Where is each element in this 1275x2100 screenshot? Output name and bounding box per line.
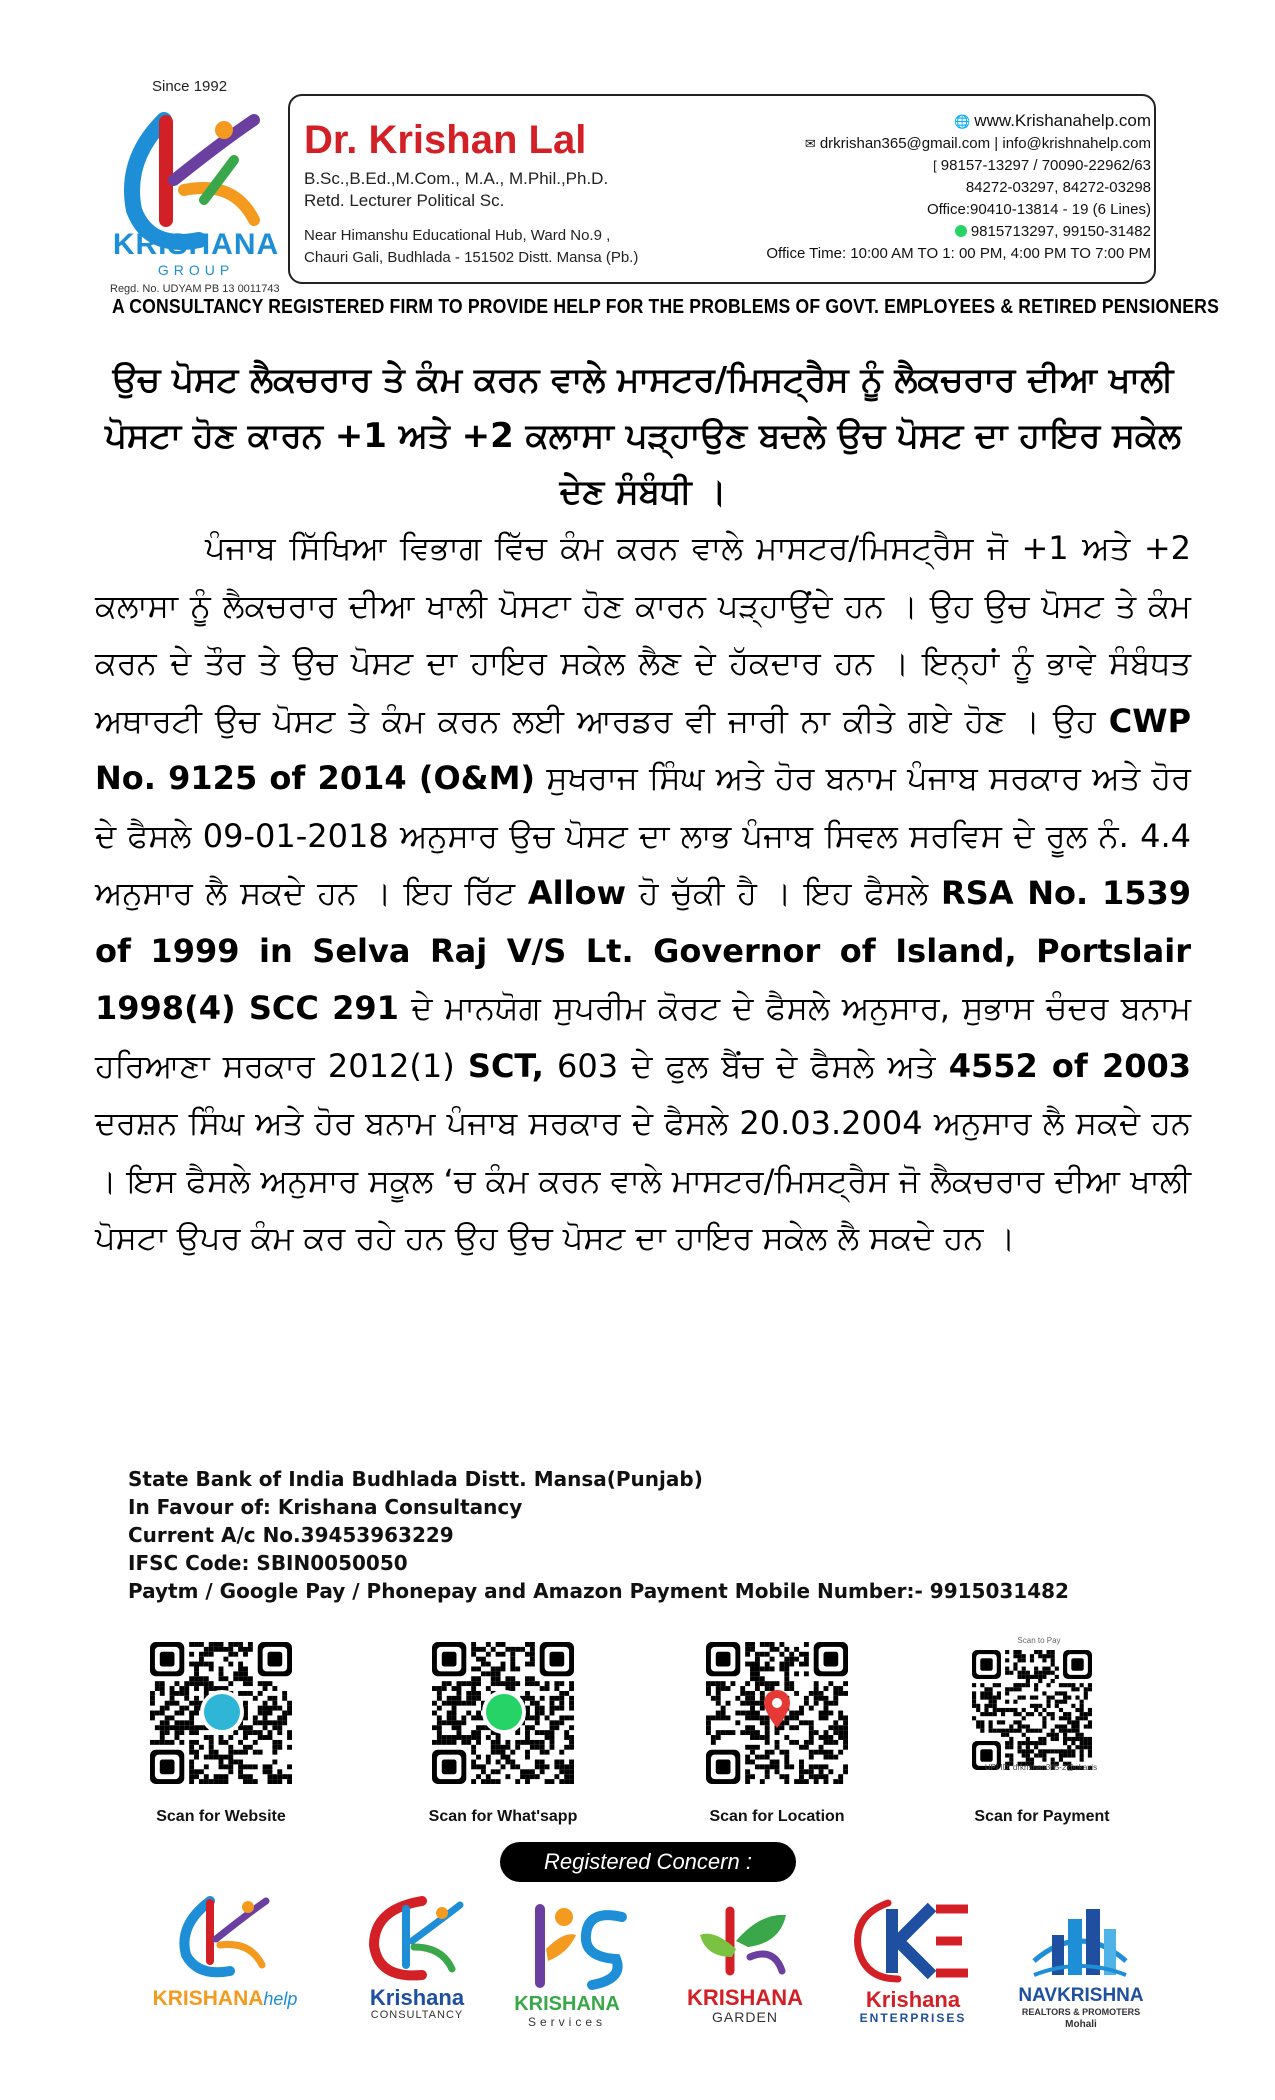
brand-enterprises-sub: ENTERPRISES <box>859 2011 967 2025</box>
case-reference-sct: SCT, <box>467 1046 544 1085</box>
brand-services-main: KRISHANA <box>514 1993 620 2015</box>
whatsapp-numbers: 9815713297, 99150-31482 <box>970 223 1151 240</box>
office-address <box>304 225 638 269</box>
address-line-1: Near Himanshu Educational Hub, Ward No.9 , <box>304 227 611 244</box>
case-reference-rsa: RSA No. 1539 of 1999 in Selva Raj V/S Lt. Governor of Island, Portslair 1998(4) SCC 291 <box>95 874 1192 1027</box>
payment-qr-top-label: Scan to Pay <box>1017 1636 1061 1645</box>
body-segment-2: ਸੁਖਰਾਜ ਸਿੰਘ ਅਤੇ ਹੋਰ ਬਨਾਮ ਪੰਜਾਬ ਸਰਕਾਰ ਅਤੇ ਹੋਰ ਦੇ ਫੈਸਲੇ 09-01-2018 ਅਨੁਸਾਰ ਉਚ ਪੋਸਟ ਦਾ ਲਾਭ ਪੰਜਾਬ ਸਿਵਲ ਸਰਵਿਸ ਦੇ ਰੂਲ ਨੰ. 4.4 ਅਨੁਸਾਰ ਲੈ ਸਕਦੇ ਹਨ । ਇਹ ਰਿੱਟ <box>95 759 1192 912</box>
case-reference-4552: 4552 of 2003 <box>948 1046 1192 1085</box>
registered-concern-title: Registered Concern : <box>500 1842 796 1882</box>
brand-consultancy-sub: CONSULTANCY <box>370 2009 464 2021</box>
brand-krishana-enterprises <box>828 1895 998 2035</box>
body-segment-5: 603 ਦੇ ਫੁਲ ਬੈਂਚ ਦੇ ਫੈਸਲੇ ਅਤੇ <box>557 1046 936 1085</box>
logo-wordmark: KRISHANA <box>112 228 280 261</box>
logo-group-text: GROUP <box>157 262 235 278</box>
ifsc-code: IFSC Code: SBIN0050050 <box>128 1551 408 1575</box>
bank-details <box>128 1465 1069 1605</box>
email-addresses[interactable]: drkrishan365@gmail.com | info@krishnahelp.com <box>819 135 1151 152</box>
krishana-garden-logo <box>690 1901 800 1981</box>
body-segment-3: ਹੋ ਚੁੱਕੀ ਹੈ । ਇਹ ਫੈਸਲੇ <box>638 874 929 912</box>
whatsapp-icon <box>482 1690 526 1734</box>
brand-help-main: KRISHANA <box>152 1987 264 2010</box>
qr-caption-website: Scan for Website <box>156 1808 286 1825</box>
brand-garden-sub: GARDEN <box>712 2009 778 2025</box>
brand-consultancy-main: Krishana <box>369 1985 465 2010</box>
writ-status: Allow <box>527 874 627 912</box>
office-time: Office Time: 10:00 AM TO 1: 00 PM, 4:00 PM TO 7:00 PM <box>766 245 1151 262</box>
brand-krishana-help <box>140 1895 310 2035</box>
qualifications: B.Sc.,B.Ed.,M.Com., M.A., M.Phil.,Ph.D. <box>304 169 609 188</box>
payment-mobile: Paytm / Google Pay / Phonepay and Amazon Payment Mobile Number:- 9915031482 <box>128 1579 1069 1603</box>
phone-icon: [ <box>933 158 937 173</box>
brand-krishana-services <box>482 1895 652 2035</box>
article-body <box>95 520 1191 1268</box>
whatsapp-icon <box>955 225 967 237</box>
qr-caption-location: Scan for Location <box>709 1808 845 1825</box>
qr-caption-whatsapp: Scan for What'sapp <box>428 1808 578 1825</box>
phones-line-1: 98157-13297 / 70090-22962/63 <box>940 157 1151 174</box>
brand-garden-main: KRISHANA <box>686 1985 804 2010</box>
registration-number: Regd. No. UDYAM PB 13 0011743 <box>110 283 280 295</box>
globe-icon: 🌐 <box>954 114 971 129</box>
body-segment-1: ਪੰਜਾਬ ਸਿੱਖਿਆ ਵਿਭਾਗ ਵਿੱਚ ਕੰਮ ਕਰਨ ਵਾਲੇ ਮਾਸਟਰ/ਮਿਸਟ੍ਰੈਸ ਜੋ +1 ਅਤੇ +2 ਕਲਾਸਾ ਨੂੰ ਲੈਕਚਰਾਰ ਦੀਆ ਖਾਲੀ ਪੋਸਟਾ ਹੋਣ ਕਾਰਨ ਪੜ੍ਹਾਉਂਦੇ ਹਨ । ਉਹ ਉਚ ਪੋਸਟ ਤੇ ਕੰਮ ਕਰਨ ਦੇ ਤੌਰ ਤੇ ਉਚ ਪੋਸਟ ਦਾ ਹਾਇਰ ਸਕੇਲ ਲੈਣ ਦੇ ਹੱਕਦਾਰ ਹਨ । ਇਨ੍ਹਾਂ ਨੂੰ ਭਾਵੇ ਸੰਬੰਧਤ ਅਥਾਰਟੀ ਉਚ ਪੋਸਟ ਤੇ ਕੰਮ ਕਰਨ ਲਈ ਆਰਡਰ ਵੀ ਜਾਰੀ ਨਾ ਕੀਤੇ ਗਏ ਹੋਣ । ਉਹ <box>95 529 1191 740</box>
brand-nav-sub: REALTORS & PROMOTERS <box>1021 2007 1141 2017</box>
website-link[interactable]: www.Krishanahelp.com <box>974 111 1151 130</box>
doctor-name: Dr. Krishan Lal <box>304 118 587 162</box>
brand-services-sub: Services <box>527 2015 606 2029</box>
body-segment-4: ਦੇ ਮਾਨਯੋਗ ਸੁਪਰੀਮ ਕੋਰਟ ਦੇ ਫੈਸਲੇ ਅਨੁਸਾਰ, ਸੁਭਾਸ ਚੰਦਰ ਬਨਾਮ ਹਰਿਆਣਾ ਸਰਕਾਰ 2012(1) <box>95 989 1192 1085</box>
krishana-services-logo <box>512 1895 632 1995</box>
navkrishna-logo <box>1030 1901 1130 1983</box>
location-pin-icon <box>764 1690 790 1728</box>
brand-krishana-consultancy <box>332 1895 502 2035</box>
since-label: Since 1992 <box>152 78 228 95</box>
address-line-2: Chauri Gali, Budhlada - 151502 Distt. Mansa (Pb.) <box>304 249 639 266</box>
brand-help-suffix: help <box>263 1989 298 2009</box>
account-holder: In Favour of: Krishana Consultancy <box>128 1495 523 1519</box>
krishana-help-logo <box>170 1895 280 1981</box>
brand-navkrishna <box>996 1895 1166 2035</box>
bank-name: State Bank of India Budhlada Distt. Mansa(Punjab) <box>128 1467 703 1491</box>
globe-icon <box>200 1690 244 1734</box>
brand-nav-main: NAVKRISHNA <box>1018 1985 1144 2006</box>
doctor-credentials <box>304 168 608 212</box>
account-number: Current A/c No.39453963229 <box>128 1523 454 1547</box>
brand-krishana-garden <box>660 1895 830 2035</box>
phones-line-2: 84272-03297, 84272-03298 <box>965 179 1151 196</box>
body-segment-6: ਦਰਸ਼ਨ ਸਿੰਘ ਅਤੇ ਹੋਰ ਬਨਾਮ ਪੰਜਾਬ ਸਰਕਾਰ ਦੇ ਫੈਸਲੇ 20.03.2004 ਅਨੁਸਾਰ ਲੈ ਸਕਦੇ ਹਨ । ਇਸ ਫੈਸਲੇ ਅਨੁਸਾਰ ਸਕੂਲ ‘ਚ ਕੰਮ ਕਰਨ ਵਾਲੇ ਮਾਸਟਰ/ਮਿਸਟ੍ਰੈਸ ਜੋ ਲੈਕਚਰਾਰ ਦੀਆ ਖਾਲੀ ਪੋਸਟਾ ਉਪਰ ਕੰਮ ਕਰ ਰਹੇ ਹਨ ਉਹ ਉਚ ਪੋਸਟ ਦਾ ਹਾਇਰ ਸਕੇਲ ਲੈ ਸਕਦੇ ਹਨ । <box>95 1104 1191 1257</box>
email-icon: ✉ <box>804 136 816 151</box>
qr-caption-payment: Scan for Payment <box>974 1808 1110 1825</box>
brand-nav-city: Mohali <box>1065 2019 1097 2030</box>
designation: Retd. Lecturer Political Sc. <box>304 191 505 210</box>
contact-details <box>766 110 1151 265</box>
article-headline: ਉਚ ਪੋਸਟ ਲੈਕਚਰਾਰ ਤੇ ਕੰਮ ਕਰਨ ਵਾਲੇ ਮਾਸਟਰ/ਮਿਸਟ੍ਰੈਸ ਨੂੰ ਲੈਕਚਰਾਰ ਦੀਆ ਖਾਲੀ ਪੋਸਟਾ ਹੋਣ ਕਾਰਨ +1 ਅਤੇ +2 ਕਲਾਸਾ ਪੜ੍ਹਾਉਣ ਬਦਲੇ ਉਚ ਪੋਸਟ ਦਾ ਹਾਇਰ ਸਕੇਲ ਦੇਣ ਸੰਬੰਧੀ । <box>104 360 1182 512</box>
case-reference-cwp: CWP No. 9125 of 2014 (O&M) <box>95 701 1192 797</box>
office-phone: Office:90410-13814 - 19 (6 Lines) <box>926 201 1151 218</box>
krishana-consultancy-logo <box>362 1895 472 1985</box>
krishana-enterprises-logo <box>848 1895 978 1985</box>
upi-id: UPI ID: drkrishan365-2@okaxis <box>984 1763 1098 1772</box>
brand-enterprises-main: Krishana <box>865 1987 961 2012</box>
payment-qr-code[interactable] <box>972 1650 1092 1770</box>
firm-tagline: A CONSULTANCY REGISTERED FIRM TO PROVIDE HELP FOR THE PROBLEMS OF GOVT. EMPLOYEES & RETIRED PENSIONERS <box>112 296 1219 318</box>
